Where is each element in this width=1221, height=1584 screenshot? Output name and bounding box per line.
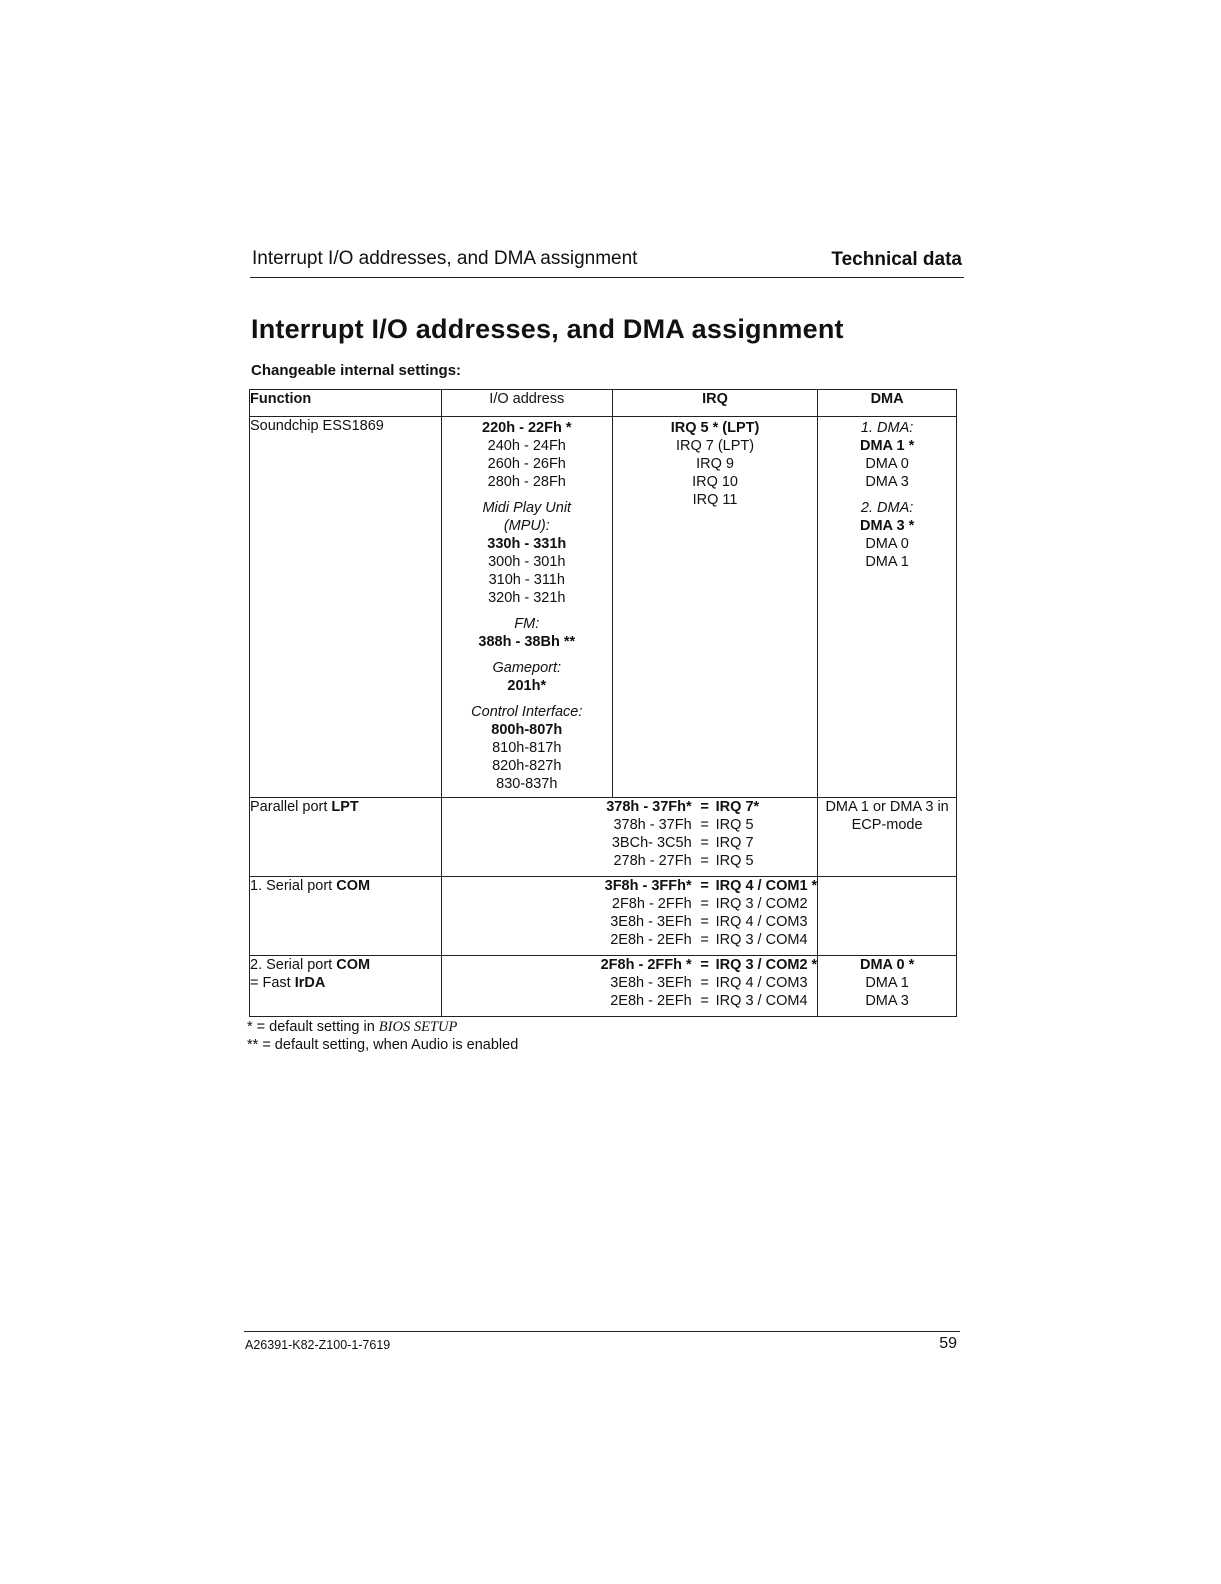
io-irq-pair: 3F8h - 3FFh* = IRQ 4 / COM1 *	[604, 878, 818, 894]
io-irq-pair: 3BCh- 3C5h = IRQ 7	[611, 835, 754, 851]
col-irq: IRQ	[612, 390, 817, 417]
cell-function: 1. Serial port COM	[250, 877, 442, 956]
cell-io-irq	[441, 877, 818, 956]
footnote-audio-default: ** = default setting, when Audio is enabled	[247, 1037, 519, 1053]
io-irq-pair: 3E8h - 3EFh = IRQ 4 / COM3	[610, 914, 808, 930]
cell-irq: IRQ 5 * (LPT) IRQ 7 (LPT) IRQ 9 IRQ 10 IRQ 11	[612, 417, 817, 798]
cell-io-address: 220h - 22Fh * 240h - 24Fh 260h - 26Fh 280h - 28Fh Midi Play Unit (MPU): 330h - 331h 300h - 301h 310h - 311h 320h - 321h FM: 388h - 38Bh ** Gameport: 201h* Control Interface: 800h-807h 810h-817h 820h-827h 830-837h	[441, 417, 612, 798]
document-number: A26391-K82-Z100-1-7619	[245, 1338, 391, 1352]
io-irq-pair: 378h - 37Fh = IRQ 5	[613, 817, 754, 833]
table-row-serial-com1	[250, 877, 957, 956]
cell-function: Soundchip ESS1869	[250, 417, 442, 798]
cell-function: 2. Serial port COM = Fast IrDA	[250, 956, 442, 1017]
cell-io-irq	[441, 798, 818, 877]
table-row-serial-com2	[250, 956, 957, 1017]
col-dma: DMA	[818, 390, 957, 417]
table-row-parallel-port	[250, 798, 957, 877]
page-number: 59	[939, 1335, 957, 1352]
cell-dma: DMA 0 * DMA 1 DMA 3	[818, 956, 957, 1017]
io-irq-pair: 278h - 27Fh = IRQ 5	[613, 853, 754, 869]
io-irq-pair: 2F8h - 2FFh * = IRQ 3 / COM2 *	[600, 957, 818, 973]
table-header-row	[250, 390, 957, 417]
io-irq-pair: 2E8h - 2EFh = IRQ 3 / COM4	[610, 993, 808, 1009]
io-irq-pair: 2F8h - 2FFh = IRQ 3 / COM2	[611, 896, 808, 912]
col-function: Function	[250, 390, 442, 417]
page-title: Interrupt I/O addresses, and DMA assignment	[251, 314, 844, 344]
cell-dma: 1. DMA: DMA 1 * DMA 0 DMA 3 2. DMA: DMA 3 * DMA 0 DMA 1	[818, 417, 957, 798]
cell-dma: DMA 1 or DMA 3 in ECP-mode	[818, 798, 957, 877]
cell-dma	[818, 877, 957, 956]
running-header-section: Technical data	[831, 249, 962, 270]
assignment-table	[249, 389, 957, 1017]
footer-rule	[244, 1331, 960, 1332]
cell-function: Parallel port LPT	[250, 798, 442, 877]
col-io-address: I/O address	[441, 390, 612, 417]
io-irq-pair: 3E8h - 3EFh = IRQ 4 / COM3	[610, 975, 808, 991]
io-irq-pair: 378h - 37Fh* = IRQ 7*	[606, 799, 760, 815]
io-irq-pair: 2E8h - 2EFh = IRQ 3 / COM4	[610, 932, 808, 948]
footnote-default-setting: * = default setting in BIOS SETUP	[247, 1019, 458, 1035]
header-rule	[250, 277, 964, 278]
table-caption: Changeable internal settings:	[251, 362, 462, 379]
table-row-soundchip	[250, 417, 957, 798]
cell-io-irq	[441, 956, 818, 1017]
running-header-title: Interrupt I/O addresses, and DMA assignment	[252, 248, 638, 269]
